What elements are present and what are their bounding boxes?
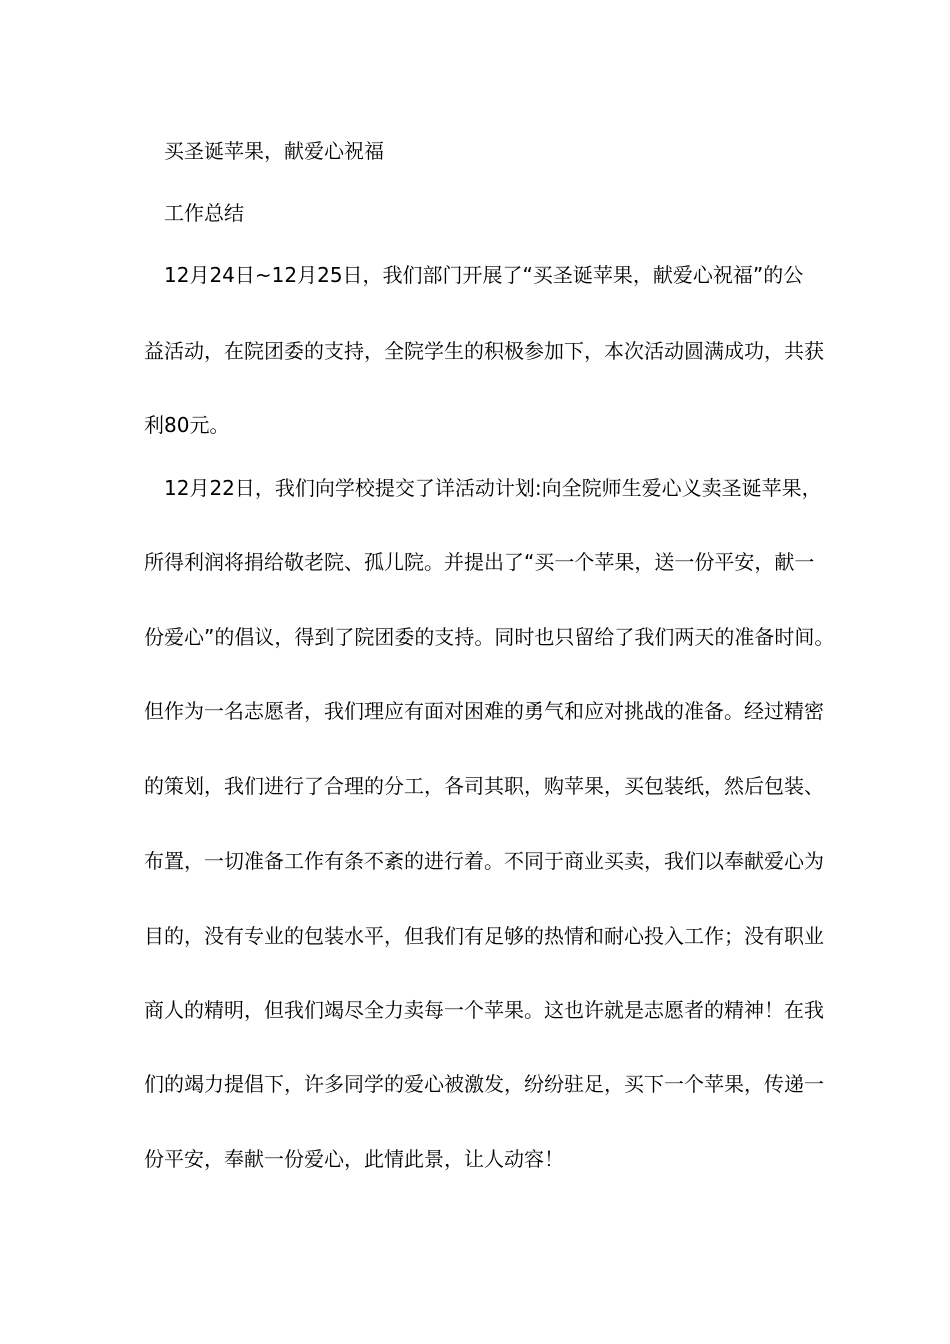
document-title: 买圣诞苹果，献爱心祝福 xyxy=(164,139,384,163)
paragraph-2-line-5: 的策划，我们进行了合理的分工，各司其职，购苹果，买包装纸，然后包装、 xyxy=(144,774,824,798)
paragraph-2-line-1: 12月22日，我们向学校提交了详活动计划:向全院师生爱心义卖圣诞苹果， xyxy=(164,476,822,500)
paragraph-2-line-8: 商人的精明，但我们竭尽全力卖每一个苹果。这也许就是志愿者的精神！在我 xyxy=(144,998,824,1022)
paragraph-2-line-10: 份平安，奉献一份爱心，此情此景，让人动容！ xyxy=(144,1147,564,1171)
paragraph-2-line-3: 份爱心”的倡议，得到了院团委的支持。同时也只留给了我们两天的准备时间。 xyxy=(144,625,835,649)
paragraph-2-line-7: 目的，没有专业的包装水平，但我们有足够的热情和耐心投入工作；没有职业 xyxy=(144,924,824,948)
paragraph-1-line-3: 利80元。 xyxy=(144,413,230,437)
paragraph-1-line-1: 12月24日~12月25日，我们部门开展了“买圣诞苹果，献爱心祝福”的公 xyxy=(164,263,804,287)
paragraph-1-line-2: 益活动，在院团委的支持，全院学生的积极参加下，本次活动圆满成功，共获 xyxy=(144,339,824,363)
paragraph-2-line-9: 们的竭力提倡下，许多同学的爱心被激发，纷纷驻足，买下一个苹果，传递一 xyxy=(144,1072,824,1096)
paragraph-2-line-6: 布置，一切准备工作有条不紊的进行着。不同于商业买卖，我们以奉献爱心为 xyxy=(144,849,824,873)
document-subtitle: 工作总结 xyxy=(164,201,244,225)
paragraph-2-line-4: 但作为一名志愿者，我们理应有面对困难的勇气和应对挑战的准备。经过精密 xyxy=(144,699,824,723)
paragraph-2-line-2: 所得利润将捐给敬老院、孤儿院。并提出了“买一个苹果，送一份平安，献一 xyxy=(144,550,815,574)
